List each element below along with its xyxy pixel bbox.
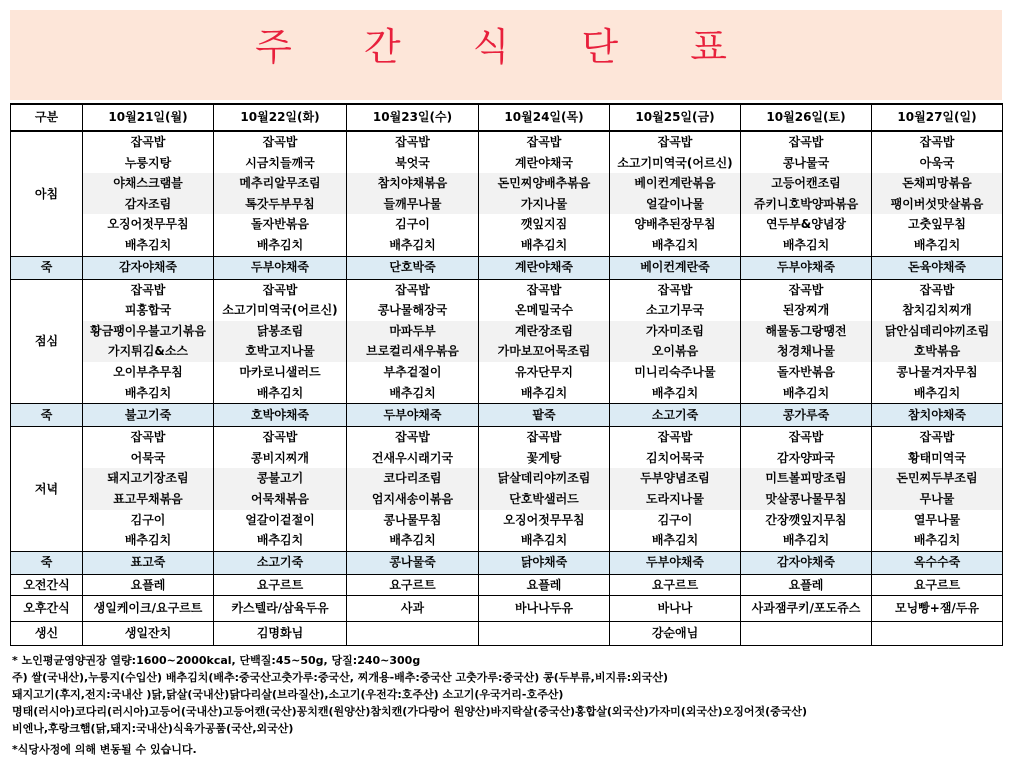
menu-item: 잡곡밥 (657, 282, 693, 297)
menu-item: 쥬키니호박양파볶음 (741, 194, 871, 215)
menu-item: 김구이 (130, 512, 166, 527)
menu-cell (610, 131, 741, 256)
menu-item: 잡곡밥 (262, 282, 298, 297)
menu-item: 피홍합국 (124, 303, 172, 318)
menu-item: 계란야채국 (515, 155, 573, 170)
menu-cell: 표고죽 (83, 551, 214, 574)
menu-item: 잡곡밥 (526, 135, 562, 149)
day-header-4: 10월24일(목) (479, 104, 610, 131)
menu-item: 간장깻잎지무침 (765, 512, 847, 527)
menu-item: 오이볶음 (610, 341, 740, 362)
menu-cell (214, 131, 347, 256)
menu-item: 배추김치 (256, 237, 304, 252)
menu-cell: 김명화님 (214, 622, 347, 646)
row-label: 저녁 (11, 427, 83, 552)
menu-item: 배추김치 (256, 385, 304, 400)
menu-item: 참치야채볶음 (347, 173, 478, 194)
menu-cell: 바나나두유 (479, 596, 610, 622)
menu-cell (610, 427, 741, 552)
menu-cell (741, 427, 872, 552)
menu-cell (872, 622, 1003, 646)
menu-item: 배추김치 (256, 533, 304, 548)
menu-item: 표고무채볶음 (83, 489, 213, 510)
menu-item: 배추김치 (913, 533, 961, 548)
row-meal (11, 131, 1003, 256)
menu-cell: 요구르트 (214, 574, 347, 596)
menu-item: 잡곡밥 (395, 135, 430, 149)
menu-cell (479, 131, 610, 256)
menu-item: 두부양념조림 (610, 468, 740, 489)
menu-item: 콩비지찌개 (251, 450, 309, 465)
menu-cell: 사과 (347, 596, 479, 622)
menu-cell (741, 131, 872, 256)
row-label: 생신 (11, 622, 83, 646)
menu-cell: 콩나물죽 (347, 551, 479, 574)
menu-item: 소고기무국 (646, 303, 704, 318)
menu-item: 팽이버섯맛살볶음 (872, 194, 1002, 215)
menu-item: 감자양파국 (777, 450, 835, 465)
menu-cell: 불고기죽 (83, 404, 214, 427)
menu-cell (347, 427, 479, 552)
menu-cell: 두부야채죽 (610, 551, 741, 574)
note-line: * 노인평균영양권장 열량:1600~2000kcal, 단백질:45~50g, 당질:240~300g (12, 654, 421, 667)
menu-cell: 두부야채죽 (741, 256, 872, 279)
menu-item: 배추김치 (389, 237, 436, 252)
row-juk (11, 404, 1003, 427)
menu-item: 김구이 (395, 217, 430, 232)
menu-item: 잡곡밥 (262, 135, 298, 149)
menu-item: 잡곡밥 (788, 282, 824, 297)
menu-item: 돈민찌양배추볶음 (479, 173, 609, 194)
menu-item: 배추김치 (782, 237, 830, 252)
row-snack2 (11, 596, 1003, 622)
menu-cell: 소고기죽 (610, 404, 741, 427)
menu-item: 배추김치 (651, 533, 699, 548)
menu-cell: 베이컨계란죽 (610, 256, 741, 279)
day-header-6: 10월26일(토) (741, 104, 872, 131)
row-label: 오후간식 (11, 596, 83, 622)
menu-item: 콩나물국 (782, 155, 830, 170)
menu-item: 오징어젓무무침 (107, 217, 189, 232)
row-meal (11, 279, 1003, 404)
day-header-2: 10월22일(화) (214, 104, 347, 131)
row-label: 점심 (11, 279, 83, 404)
menu-cell (83, 131, 214, 256)
menu-item: 배추김치 (520, 533, 568, 548)
menu-item: 배추김치 (913, 237, 961, 252)
menu-cell: 요플레 (479, 574, 610, 596)
menu-cell (872, 131, 1003, 256)
menu-cell (347, 622, 479, 646)
menu-item: 잡곡밥 (788, 430, 824, 445)
menu-cell (872, 427, 1003, 552)
menu-item: 오징어젓무무침 (503, 512, 585, 527)
note-line: 명태(러시아)코다리(러시아)고등어(국내산)고등어캔(국산)꽁치캔(원양산)참치캔(가다랑어 원양산)바지락살(중국산)홍합살(외국산)가자미(외국산)오징어젓(중국산) (12, 705, 808, 718)
menu-cell (479, 279, 610, 404)
menu-item: 무나물 (872, 489, 1002, 510)
note-line: 주) 쌀(국내산),누룽지(수입산) 배추김치(배추:중국산고춧가루:중국산, 찌개용-배추:중국산 고춧가루:중국산) 콩(두부류,비지류:외국산) (12, 671, 669, 684)
menu-cell (610, 279, 741, 404)
menu-item: 가마보꼬어묵조림 (479, 341, 609, 362)
menu-item: 베이컨계란볶음 (610, 173, 740, 194)
menu-item: 잡곡밥 (657, 135, 693, 149)
menu-cell: 모닝빵+잼/두유 (872, 596, 1003, 622)
menu-cell: 옥수수죽 (872, 551, 1003, 574)
menu-item: 배추김치 (389, 533, 436, 548)
menu-item: 잡곡밥 (395, 282, 430, 297)
row-label: 죽 (11, 404, 83, 427)
menu-item: 브로컬리새우볶음 (347, 341, 478, 362)
menu-cell (214, 279, 347, 404)
menu-item: 콩불고기 (214, 468, 346, 489)
menu-item: 어묵국 (130, 450, 166, 465)
menu-item: 호박볶음 (872, 341, 1002, 362)
menu-item: 계란장조림 (479, 321, 609, 342)
menu-item: 호박고지나물 (214, 341, 346, 362)
menu-item: 엄지새송이볶음 (347, 489, 478, 510)
row-juk (11, 551, 1003, 574)
menu-item: 들깨무나물 (347, 194, 478, 215)
menu-item: 닭봉조림 (214, 321, 346, 342)
menu-item: 황태미역국 (908, 450, 966, 465)
menu-item: 잡곡밥 (526, 430, 562, 445)
menu-cell: 감자야채죽 (741, 551, 872, 574)
menu-item: 돼지고기장조림 (83, 468, 213, 489)
menu-item: 배추김치 (124, 237, 172, 252)
menu-item: 닭살데리야끼조림 (479, 468, 609, 489)
menu-cell: 요구르트 (610, 574, 741, 596)
menu-item: 열무나물 (913, 512, 961, 527)
menu-item: 미니리숙주나물 (634, 364, 716, 379)
menu-item: 잡곡밥 (526, 282, 562, 297)
row-snack (11, 574, 1003, 596)
menu-item: 배추김치 (651, 385, 699, 400)
row-bday (11, 622, 1003, 646)
menu-item: 잡곡밥 (395, 430, 430, 445)
menu-item: 황금팽이우불고기볶음 (83, 321, 213, 342)
menu-item: 참치김치찌개 (902, 303, 972, 318)
menu-cell: 요플레 (83, 574, 214, 596)
menu-cell: 요플레 (741, 574, 872, 596)
menu-item: 연두부&양념장 (765, 217, 847, 232)
menu-item: 김구이 (657, 512, 693, 527)
menu-cell (741, 622, 872, 646)
menu-item: 아욱국 (919, 155, 955, 170)
menu-item: 가자미조림 (610, 321, 740, 342)
menu-item: 단호박샐러드 (479, 489, 609, 510)
menu-cell: 닭야채죽 (479, 551, 610, 574)
menu-item: 닭안심데리야끼조림 (872, 321, 1002, 342)
menu-cell: 소고기죽 (214, 551, 347, 574)
notes-section (12, 652, 1007, 758)
menu-cell (479, 427, 610, 552)
menu-item: 메추리알무조림 (214, 173, 346, 194)
menu-item: 깻잎지짐 (520, 217, 568, 232)
menu-cell: 강순애님 (610, 622, 741, 646)
menu-cell: 두부야채죽 (214, 256, 347, 279)
menu-item: 고등어캔조림 (741, 173, 871, 194)
menu-item: 잡곡밥 (919, 135, 955, 149)
menu-cell: 콩가루죽 (741, 404, 872, 427)
menu-cell (214, 427, 347, 552)
menu-item: 미트볼피망조림 (741, 468, 871, 489)
menu-cell (83, 427, 214, 552)
menu-item: 소고기미역국(어르신) (617, 155, 733, 170)
menu-item: 잡곡밥 (919, 282, 955, 297)
menu-item: 어묵채볶음 (214, 489, 346, 510)
menu-cell: 계란야채죽 (479, 256, 610, 279)
weekly-menu-table (10, 103, 1003, 646)
menu-item: 오이부추무침 (113, 364, 183, 379)
note-line: 돼지고기(후지,전지:국내산 )닭,닭살(국내산)닭다리살(브라질산),소고기(우전각:호주산) 소고기(우국거리-호주산) (12, 688, 564, 701)
page-title: 주 간 식 단 표 (255, 25, 757, 69)
menu-item: 유자단무지 (515, 364, 573, 379)
menu-item: 잡곡밥 (657, 430, 693, 445)
menu-cell (479, 622, 610, 646)
menu-item: 누룽지탕 (124, 155, 172, 170)
menu-item: 잡곡밥 (130, 282, 166, 297)
menu-item: 부추겉절이 (383, 364, 442, 379)
menu-item: 맛살콩나물무침 (741, 489, 871, 510)
row-label: 죽 (11, 551, 83, 574)
menu-cell: 사과잼쿠키/포도쥬스 (741, 596, 872, 622)
menu-cell (83, 279, 214, 404)
header-row (11, 104, 1003, 131)
menu-item: 돌자반볶음 (251, 217, 309, 232)
row-meal (11, 427, 1003, 552)
menu-item: 양배추된장무침 (634, 217, 716, 232)
menu-cell: 생일잔치 (83, 622, 214, 646)
menu-cell: 팥죽 (479, 404, 610, 427)
menu-cell: 요구르트 (872, 574, 1003, 596)
menu-item: 시금치들깨국 (245, 155, 315, 170)
title-band (10, 10, 1002, 100)
menu-cell (347, 279, 479, 404)
menu-item: 잡곡밥 (788, 135, 824, 149)
menu-item: 된장찌개 (782, 303, 830, 318)
menu-item: 배추김치 (913, 385, 961, 400)
menu-item: 건새우시래기국 (371, 450, 454, 465)
day-header-1: 10월21일(월) (83, 104, 214, 131)
menu-item: 콩나물겨자무침 (896, 364, 978, 379)
menu-item: 잡곡밥 (130, 430, 166, 445)
menu-item: 잡곡밥 (919, 430, 955, 445)
menu-cell (347, 131, 479, 256)
menu-cell: 호박야채죽 (214, 404, 347, 427)
day-header-7: 10월27일(일) (872, 104, 1003, 131)
menu-cell: 참치야채죽 (872, 404, 1003, 427)
menu-item: 북엇국 (395, 155, 430, 170)
menu-item: 가지튀김&소스 (83, 341, 213, 362)
menu-item: 가지나물 (479, 194, 609, 215)
menu-cell: 돈육야채죽 (872, 256, 1003, 279)
menu-item: 얼갈이겉절이 (245, 512, 315, 527)
menu-item: 온메밀국수 (515, 303, 573, 318)
menu-cell (741, 279, 872, 404)
menu-item: 마파두부 (347, 321, 478, 342)
note-line: 비엔나,후랑크햄(닭,돼지:국내산)식육가공품(국산,외국산) (12, 722, 294, 735)
menu-item: 얼갈이나물 (610, 194, 740, 215)
menu-item: 배추김치 (782, 533, 830, 548)
menu-item: 배추김치 (124, 533, 172, 548)
menu-item: 돈채피망볶음 (872, 173, 1002, 194)
menu-item: 배추김치 (651, 237, 699, 252)
menu-item: 야채스크램블 (83, 173, 213, 194)
menu-item: 김치어묵국 (646, 450, 704, 465)
menu-item: 감자조림 (83, 194, 213, 215)
menu-item: 코다리조림 (347, 468, 478, 489)
menu-item: 마카로니샐러드 (239, 364, 321, 379)
menu-item: 도라지나물 (610, 489, 740, 510)
menu-item: 돌자반볶음 (777, 364, 835, 379)
menu-cell: 두부야채죽 (347, 404, 479, 427)
header-label: 구분 (11, 104, 83, 131)
menu-item: 배추김치 (389, 385, 436, 400)
row-juk (11, 256, 1003, 279)
menu-item: 꽃게탕 (526, 450, 562, 465)
menu-cell: 감자야채죽 (83, 256, 214, 279)
menu-item: 콩나물무침 (383, 512, 442, 527)
menu-cell: 카스텔라/삼육두유 (214, 596, 347, 622)
menu-item: 잡곡밥 (130, 135, 166, 149)
day-header-3: 10월23일(수) (347, 104, 479, 131)
row-label: 죽 (11, 256, 83, 279)
row-label: 오전간식 (11, 574, 83, 596)
menu-item: 배추김치 (520, 385, 568, 400)
menu-item: 돈민찌두부조림 (872, 468, 1002, 489)
menu-cell: 바나나 (610, 596, 741, 622)
menu-item: 톡갓두부무침 (214, 194, 346, 215)
menu-item: 배추김치 (782, 385, 830, 400)
menu-cell (872, 279, 1003, 404)
menu-cell: 요구르트 (347, 574, 479, 596)
menu-item: 청경채나물 (741, 341, 871, 362)
menu-item: 해물동그랑땡전 (741, 321, 871, 342)
menu-item: 배추김치 (124, 385, 172, 400)
menu-cell: 생일케이크/요구르트 (83, 596, 214, 622)
row-label: 아침 (11, 131, 83, 256)
menu-item: 콩나물해장국 (377, 303, 448, 318)
menu-item: 잡곡밥 (262, 430, 298, 445)
menu-item: 고춧잎무침 (908, 217, 966, 232)
day-header-5: 10월25일(금) (610, 104, 741, 131)
menu-item: 소고기미역국(어르신) (222, 303, 338, 318)
menu-cell: 단호박죽 (347, 256, 479, 279)
note-line: *식당사정에 의해 변동될 수 있습니다. (12, 743, 197, 756)
menu-item: 배추김치 (520, 237, 568, 252)
